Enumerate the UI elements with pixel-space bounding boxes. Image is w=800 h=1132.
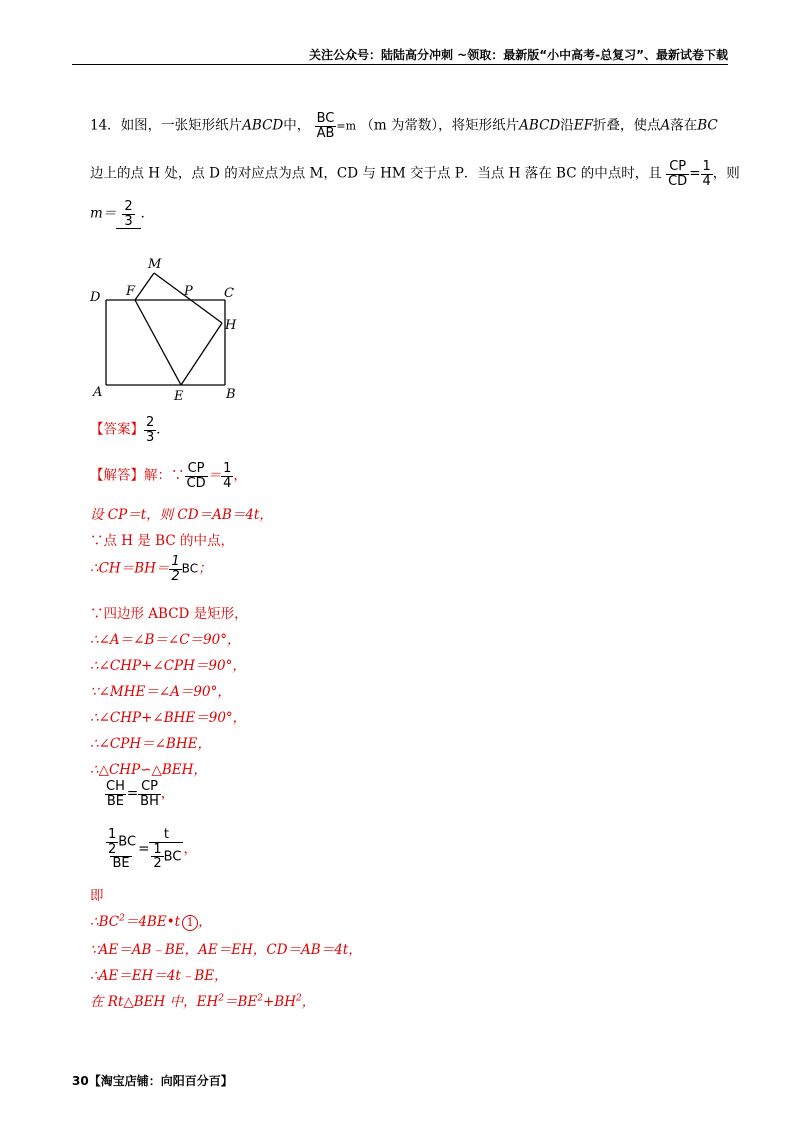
problem-text: 中， [283, 117, 311, 134]
problem-line-3 [90, 200, 154, 229]
problem-text: ，则 [712, 165, 740, 182]
solution-line-2: 设 CP＝t，则 CD＝AB＝4t， [90, 507, 273, 523]
frac-den: 3 [124, 213, 133, 229]
segment-bc: BC [697, 117, 718, 134]
frac-num: t [163, 827, 169, 842]
frac-num: CH [106, 779, 125, 794]
circled-number: 1 [182, 915, 198, 931]
frac-num [104, 828, 138, 856]
compound-left [104, 828, 138, 871]
solution-text: ∴BC [90, 914, 120, 930]
solution-line-10: ∴∠CPH＝∠BHE， [90, 736, 211, 752]
eq: = [138, 840, 150, 857]
frac-num: 2 [146, 415, 155, 430]
problem-line-2 [90, 160, 740, 188]
answer-blank [116, 200, 140, 229]
label-f: F [126, 284, 136, 299]
frac-den: 2 [153, 856, 162, 872]
eq: ＝ [207, 467, 222, 484]
eq-m: =m [336, 119, 357, 133]
answer-period: ． [156, 421, 170, 438]
frac-den: 2 [108, 841, 117, 857]
ratio-cp-bh [138, 780, 161, 808]
label-b: B [226, 387, 236, 402]
solution-text: +BH [262, 994, 296, 1010]
segment-ef: EF [573, 117, 593, 134]
solution-line-14: 即 [90, 888, 104, 904]
point-a: A [660, 117, 671, 134]
solution-line-7: ∴∠CHP+∠CPH＝90°， [90, 658, 246, 674]
label-p: P [184, 284, 193, 299]
segment-eh [181, 323, 222, 385]
problem-text: 沿 [560, 117, 574, 134]
problem-text: （m 为常数），将矩形纸片 [360, 117, 520, 134]
frac-num: CP [187, 461, 205, 476]
page-header: 关注公众号：陆陆高分冲刺 ~领取：最新版“小中高考-总复习”、最新试卷下载 [309, 48, 728, 62]
bc-text: BC [118, 834, 137, 850]
solution-text: 在 Rt△BEH 中，EH [90, 994, 219, 1010]
solution-text: ； [198, 560, 212, 577]
solution-text: ， [183, 840, 197, 857]
frac-den: 3 [146, 429, 155, 445]
label-m: M [148, 257, 162, 272]
bc-text: BC [163, 849, 182, 865]
rect-name: ABCD [242, 117, 284, 134]
solution-text: ∴CH＝BH＝ [90, 560, 170, 577]
frac-num: 1 [153, 841, 162, 857]
answer-line [90, 416, 170, 444]
ratio-bc-ab [315, 112, 337, 140]
half-fraction [106, 828, 118, 856]
frac-num: 1 [223, 461, 232, 476]
superscript: 2 [218, 993, 224, 1004]
frac-den: BE [106, 793, 124, 809]
header-divider [72, 64, 728, 65]
ratio-ch-be [104, 780, 127, 808]
problem-number: 14． [90, 117, 121, 134]
solution-line-12 [104, 780, 174, 808]
frac-den: 4 [702, 173, 711, 189]
frac-den: 2 [171, 568, 180, 584]
solution-line-3: ∵点 H 是 BC 的中点， [90, 533, 234, 549]
problem-text: 如图，一张矩形纸片 [120, 117, 243, 134]
frac-den: AB [316, 125, 335, 141]
compound-right [149, 828, 183, 871]
solution-line-8: ∵∠MHE＝∠A＝90°， [90, 684, 231, 700]
half-fraction [151, 843, 163, 871]
label-h: H [225, 318, 237, 333]
segment-mf [135, 273, 154, 300]
solution-line-4 [90, 555, 212, 583]
frac-num: CP [669, 159, 687, 174]
ratio-cp-cd [185, 462, 208, 490]
frac-den: BH [140, 793, 159, 809]
solution-line-16: ∵AE＝AB﹣BE，AE＝EH，CD＝AB＝4t， [90, 942, 362, 958]
solution-text: ＝4BE•t [124, 914, 181, 930]
solution-line-1 [90, 462, 247, 490]
solution-line-5: ∵四边形 ABCD 是矩形， [90, 606, 248, 622]
superscript: 2 [257, 993, 263, 1004]
frac-num: 1 [108, 827, 117, 842]
solution-text: ＝BE [223, 994, 258, 1010]
rect-name: ABCD [519, 117, 561, 134]
eq: = [126, 785, 139, 802]
frac-num: 1 [171, 554, 180, 569]
frac-num: CP [141, 779, 158, 794]
label-d: D [90, 290, 101, 305]
frac-num: 1 [702, 159, 711, 174]
problem-text: 边上的点 H 处，点 D 的对应点为点 M，CD 与 HM 交于点 P．当点 H 落在 BC 的中点时，且 [90, 165, 662, 182]
page-number: 30 [72, 1074, 89, 1088]
frac-num: BC [316, 111, 335, 126]
solution-line-9: ∴∠CHP+∠BHE＝90°， [90, 710, 247, 726]
solution-line-11: ∴△CHP∽△BEH， [90, 762, 207, 778]
ratio-one-quarter [701, 160, 713, 188]
answer-fraction [144, 416, 156, 444]
solution-line-15 [90, 910, 212, 931]
page-footer [72, 1072, 233, 1089]
solution-text: ， [160, 785, 175, 802]
problem-text: 落在 [670, 117, 698, 134]
problem-text: 折叠，使点 [592, 117, 661, 134]
eq: = [689, 165, 701, 182]
frac-num: 2 [124, 199, 133, 214]
solution-line-6: ∴∠A＝∠B＝∠C＝90°， [90, 632, 241, 648]
problem-text: ． [140, 205, 155, 222]
label-c: C [224, 286, 234, 301]
solution-line-13 [104, 828, 197, 871]
half-fraction [169, 555, 181, 583]
label-e: E [174, 389, 184, 404]
shop-text: 【淘宝店铺：向阳百分百】 [88, 1074, 233, 1088]
problem-line-1 [90, 112, 718, 140]
ratio-one-quarter [221, 462, 233, 490]
frac-den [149, 842, 183, 871]
frac-den: CD [186, 475, 206, 491]
frac-den: BE [112, 856, 130, 872]
geometry-figure [88, 255, 258, 405]
solution-text: ， [301, 994, 316, 1010]
solution-line-17: ∴AE＝EH＝4t﹣BE， [90, 968, 228, 984]
m-label: m＝ [90, 205, 117, 222]
blank-fraction [122, 200, 134, 228]
solution-tag: 【解答】 [90, 467, 144, 484]
solution-line-18 [90, 990, 315, 1010]
fold-ef [135, 300, 181, 385]
frac-den: 4 [223, 475, 232, 491]
solution-text: ， [233, 467, 247, 484]
superscript: 2 [296, 993, 302, 1004]
solution-text: 解：∵ [144, 467, 185, 484]
ratio-cp-cd [666, 160, 689, 188]
bc-text: BC [181, 561, 199, 576]
solution-text: ， [198, 914, 212, 930]
frac-den: CD [668, 173, 688, 189]
answer-tag: 【答案】 [90, 421, 144, 438]
label-a: A [93, 385, 103, 400]
superscript: 2 [119, 913, 125, 924]
